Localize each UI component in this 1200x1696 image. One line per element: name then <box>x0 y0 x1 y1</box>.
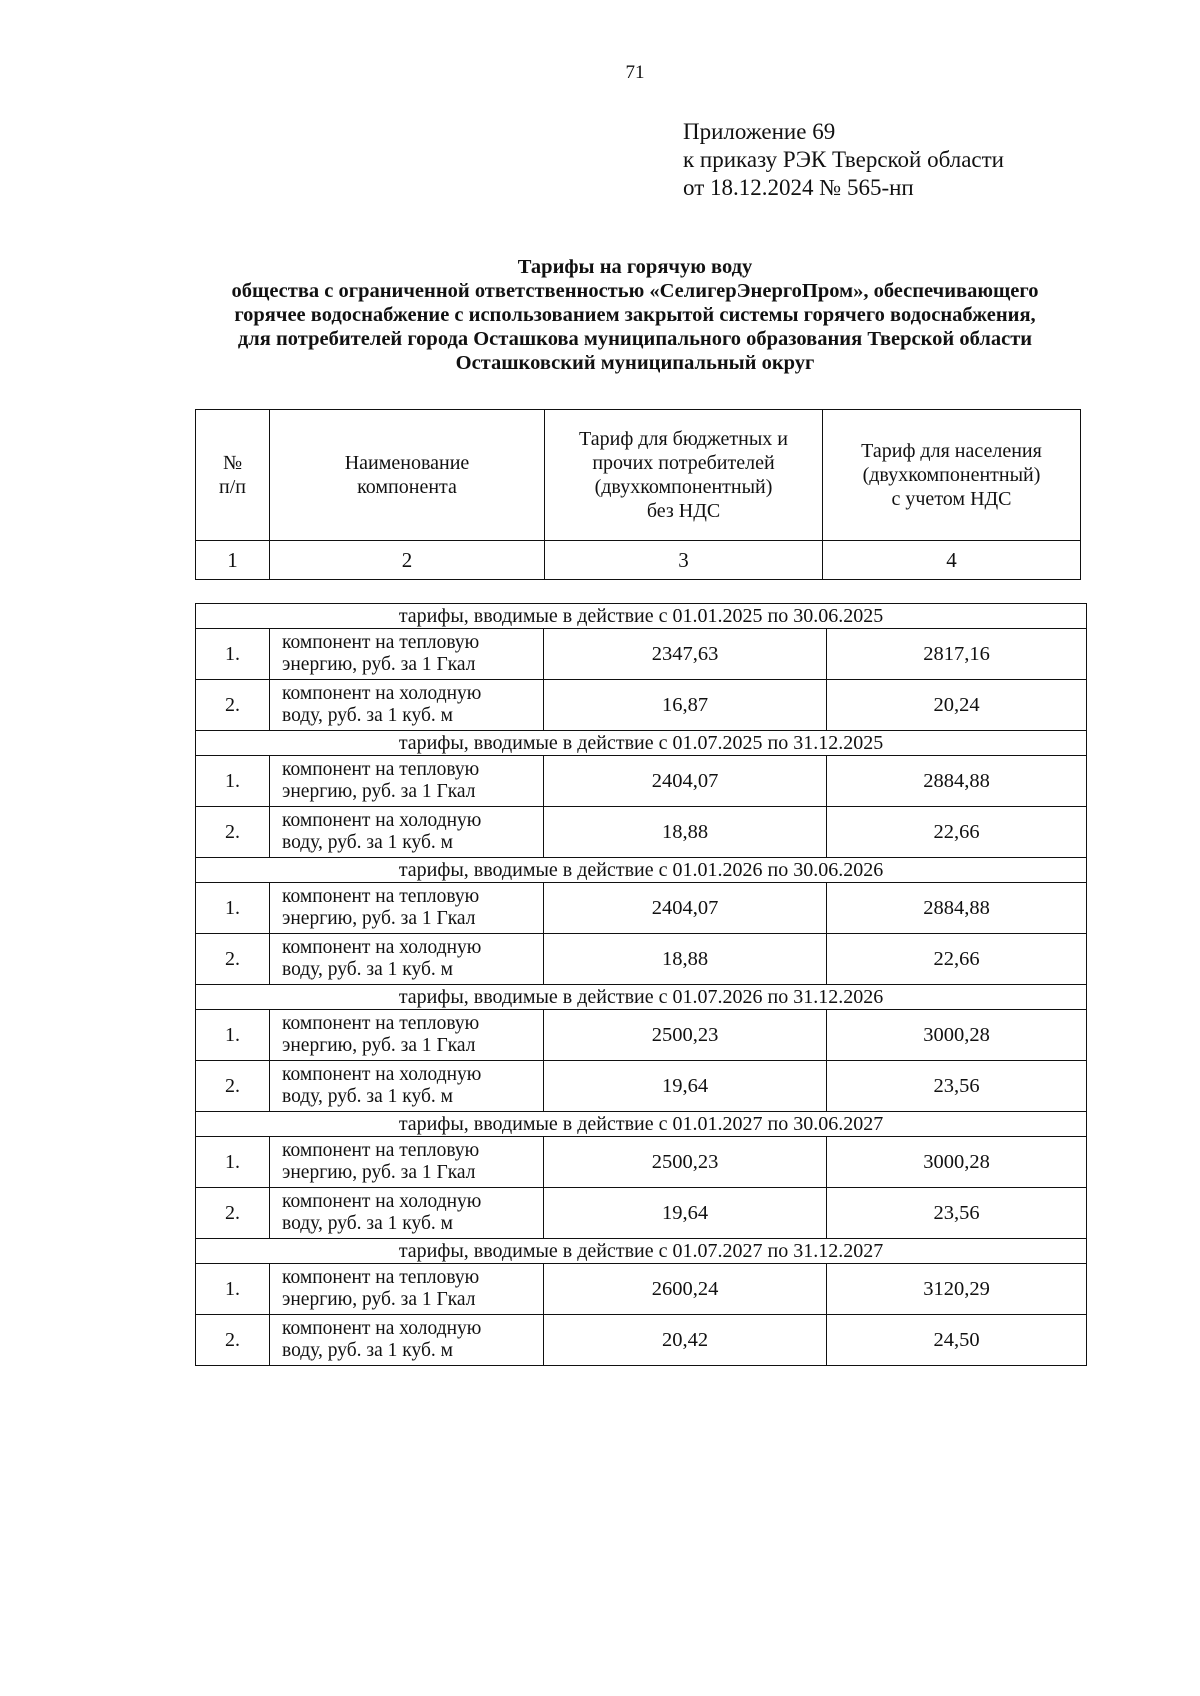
population-tariff-value: 3120,29 <box>827 1264 1087 1315</box>
table-row <box>196 680 1087 731</box>
population-tariff-value: 2884,88 <box>827 756 1087 807</box>
component-name <box>270 1010 544 1061</box>
row-number: 2. <box>196 807 270 858</box>
appendix-line: к приказу РЭК Тверской области <box>683 147 1004 172</box>
population-tariff-value: 3000,28 <box>827 1010 1087 1061</box>
budget-tariff-value: 2404,07 <box>544 756 827 807</box>
budget-tariff-value: 19,64 <box>544 1188 827 1239</box>
title-line: общества с ограниченной ответственностью «СелигерЭнергоПром», обеспечивающего <box>231 280 1039 302</box>
period-row <box>196 604 1087 629</box>
component-name-line: компонент на тепловую <box>282 1013 480 1034</box>
column-number: 4 <box>823 541 1081 580</box>
header-row <box>196 410 1081 541</box>
component-name <box>270 883 544 934</box>
row-number: 2. <box>196 1188 270 1239</box>
row-number: 1. <box>196 1010 270 1061</box>
population-tariff-value: 22,66 <box>827 807 1087 858</box>
column-number: 2 <box>270 541 545 580</box>
appendix-line: Приложение 69 <box>683 119 836 144</box>
population-tariff-value: 2884,88 <box>827 883 1087 934</box>
population-tariff-value: 23,56 <box>827 1061 1087 1112</box>
population-tariff-value: 23,56 <box>827 1188 1087 1239</box>
component-name-line: воду, руб. за 1 куб. м <box>282 705 453 726</box>
table-row <box>196 883 1087 934</box>
title-line: Осташковский муниципальный округ <box>455 352 815 374</box>
row-number: 1. <box>196 629 270 680</box>
component-name-line: энергию, руб. за 1 Гкал <box>282 1035 476 1056</box>
component-name <box>270 1137 544 1188</box>
period-row <box>196 731 1087 756</box>
budget-tariff-value: 16,87 <box>544 680 827 731</box>
row-number: 2. <box>196 934 270 985</box>
component-name-line: компонент на холодную <box>282 1064 482 1085</box>
component-name-line: воду, руб. за 1 куб. м <box>282 832 453 853</box>
population-tariff-value: 20,24 <box>827 680 1087 731</box>
row-number: 1. <box>196 756 270 807</box>
period-label: тарифы, вводимые в действие с 01.07.2026 по 31.12.2026 <box>196 985 1087 1010</box>
budget-tariff-value: 2600,24 <box>544 1264 827 1315</box>
component-name-line: энергию, руб. за 1 Гкал <box>282 781 476 802</box>
component-name-line: воду, руб. за 1 куб. м <box>282 1340 453 1361</box>
component-name <box>270 1188 544 1239</box>
period-label: тарифы, вводимые в действие с 01.01.2027 по 30.06.2027 <box>196 1112 1087 1137</box>
table-row <box>196 1315 1087 1366</box>
budget-tariff-value: 2347,63 <box>544 629 827 680</box>
title-line: горячее водоснабжение с использованием закрытой системы горячего водоснабжения, <box>234 304 1036 326</box>
period-label: тарифы, вводимые в действие с 01.01.2025 по 30.06.2025 <box>196 604 1087 629</box>
component-name-line: компонент на холодную <box>282 1318 482 1339</box>
component-name-line: компонент на холодную <box>282 810 482 831</box>
period-label: тарифы, вводимые в действие с 01.07.2025 по 31.12.2025 <box>196 731 1087 756</box>
appendix-block <box>683 118 1004 202</box>
period-row <box>196 1112 1087 1137</box>
component-name-line: энергию, руб. за 1 Гкал <box>282 1289 476 1310</box>
component-name <box>270 934 544 985</box>
component-name-line: воду, руб. за 1 куб. м <box>282 1086 453 1107</box>
component-name-line: воду, руб. за 1 куб. м <box>282 1213 453 1234</box>
title-line: для потребителей города Осташкова муниципального образования Тверской области <box>237 328 1033 350</box>
period-row <box>196 1239 1087 1264</box>
component-name <box>270 1264 544 1315</box>
header-table <box>195 409 1081 580</box>
component-name <box>270 1061 544 1112</box>
table-row <box>196 1188 1087 1239</box>
component-name-line: компонент на тепловую <box>282 1267 480 1288</box>
period-row <box>196 985 1087 1010</box>
component-name-line: компонент на тепловую <box>282 1140 480 1161</box>
header-cell-population-tariff: Тариф для населения (двухкомпонентный) с учетом НДС <box>823 410 1081 541</box>
row-number: 1. <box>196 1137 270 1188</box>
component-name-line: компонент на тепловую <box>282 632 480 653</box>
component-name-line: компонент на холодную <box>282 937 482 958</box>
component-name <box>270 756 544 807</box>
component-name <box>270 807 544 858</box>
population-tariff-value: 2817,16 <box>827 629 1087 680</box>
header-cell-name: Наименование компонента <box>270 410 545 541</box>
page-number: 71 <box>625 62 645 83</box>
table-row <box>196 1061 1087 1112</box>
population-tariff-value: 3000,28 <box>827 1137 1087 1188</box>
column-number: 1 <box>196 541 270 580</box>
period-label: тарифы, вводимые в действие с 01.01.2026 по 30.06.2026 <box>196 858 1087 883</box>
component-name-line: компонент на тепловую <box>282 759 480 780</box>
budget-tariff-value: 2500,23 <box>544 1010 827 1061</box>
row-number: 2. <box>196 680 270 731</box>
component-name-line: воду, руб. за 1 куб. м <box>282 959 453 980</box>
column-number-row <box>196 541 1081 580</box>
title-line: Тарифы на горячую воду <box>517 256 753 278</box>
row-number: 1. <box>196 1264 270 1315</box>
table-row <box>196 1137 1087 1188</box>
component-name-line: энергию, руб. за 1 Гкал <box>282 1162 476 1183</box>
component-name <box>270 1315 544 1366</box>
budget-tariff-value: 18,88 <box>544 934 827 985</box>
row-number: 2. <box>196 1061 270 1112</box>
period-row <box>196 858 1087 883</box>
appendix-line: от 18.12.2024 № 565-нп <box>683 175 914 200</box>
budget-tariff-value: 2404,07 <box>544 883 827 934</box>
period-label: тарифы, вводимые в действие с 01.07.2027 по 31.12.2027 <box>196 1239 1087 1264</box>
component-name <box>270 680 544 731</box>
tariff-table <box>195 603 1087 1366</box>
table-row <box>196 1264 1087 1315</box>
row-number: 2. <box>196 1315 270 1366</box>
header-cell-number: № п/п <box>196 410 270 541</box>
column-number: 3 <box>545 541 823 580</box>
row-number: 1. <box>196 883 270 934</box>
document-title <box>150 255 1120 375</box>
tariff-table-body <box>196 604 1087 1366</box>
component-name-line: компонент на холодную <box>282 1191 482 1212</box>
budget-tariff-value: 18,88 <box>544 807 827 858</box>
component-name-line: энергию, руб. за 1 Гкал <box>282 908 476 929</box>
header-cell-budget-tariff: Тариф для бюджетных и прочих потребителей (двухкомпонентный) без НДС <box>545 410 823 541</box>
population-tariff-value: 24,50 <box>827 1315 1087 1366</box>
component-name-line: энергию, руб. за 1 Гкал <box>282 654 476 675</box>
table-row <box>196 1010 1087 1061</box>
component-name-line: компонент на холодную <box>282 683 482 704</box>
component-name-line: компонент на тепловую <box>282 886 480 907</box>
component-name <box>270 629 544 680</box>
table-row <box>196 934 1087 985</box>
budget-tariff-value: 20,42 <box>544 1315 827 1366</box>
budget-tariff-value: 2500,23 <box>544 1137 827 1188</box>
table-row <box>196 807 1087 858</box>
budget-tariff-value: 19,64 <box>544 1061 827 1112</box>
table-row <box>196 756 1087 807</box>
table-row <box>196 629 1087 680</box>
population-tariff-value: 22,66 <box>827 934 1087 985</box>
